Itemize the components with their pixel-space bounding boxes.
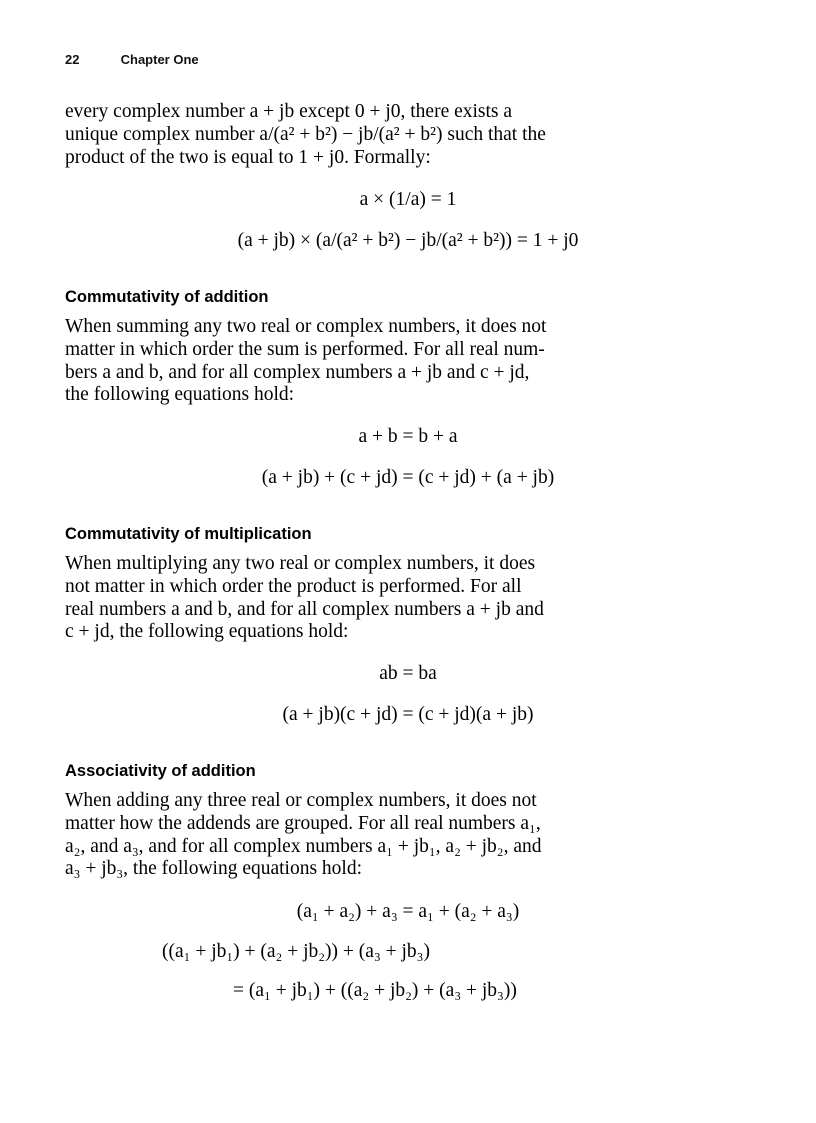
- paragraph-line: bers a and b, and for all complex numbers a + jb and c + jd,: [65, 361, 530, 383]
- associativity-addition-paragraph: [65, 790, 753, 881]
- paragraph-line: When summing any two real or complex numbers, it does not: [65, 316, 547, 337]
- section-heading-commutativity-addition: Commutativity of addition: [65, 288, 269, 306]
- commutativity-multiplication-paragraph: [65, 553, 753, 644]
- equation-inverse-real: a × (1/a) = 1: [359, 189, 457, 210]
- equation-commutativity-addition-real: a + b = b + a: [358, 426, 458, 447]
- equation-associativity-addition-complex-lhs: ((a₁ + jb₁) + (a₂ + jb₂)) + (a₃ + jb₃): [162, 941, 430, 962]
- paragraph-line: every complex number a + jb except 0 + j0, there exists a: [65, 101, 513, 122]
- paragraph-line: When multiplying any two real or complex numbers, it does: [65, 553, 536, 574]
- equation-commutativity-addition-complex: (a + jb) + (c + jd) = (c + jd) + (a + jb): [261, 467, 555, 488]
- paragraph-line: matter in which order the sum is performed. For all real num-: [65, 338, 545, 360]
- paragraph-line: matter how the addends are grouped. For all real numbers a₁,: [65, 812, 541, 834]
- commutativity-addition-paragraph: [65, 316, 753, 407]
- running-header: [65, 52, 199, 67]
- paragraph-line: c + jd, the following equations hold:: [65, 621, 349, 643]
- paragraph-line: the following equations hold:: [65, 384, 295, 406]
- paragraph-line: When adding any three real or complex numbers, it does not: [65, 790, 537, 811]
- equation-commutativity-multiplication-real: ab = ba: [379, 663, 437, 684]
- paragraph-line: real numbers a and b, and for all complex numbers a + jb and: [65, 598, 544, 620]
- equation-associativity-addition-complex-rhs: = (a₁ + jb₁) + ((a₂ + jb₂) + (a₃ + jb₃)): [233, 980, 517, 1001]
- paragraph-line: unique complex number a/(a² + b²) − jb/(a² + b²) such that the: [65, 123, 546, 145]
- paragraph-line: product of the two is equal to 1 + j0. Formally:: [65, 146, 431, 168]
- equation-associativity-addition-real: (a₁ + a₂) + a₃ = a₁ + (a₂ + a₃): [296, 901, 520, 922]
- page-number: 22: [65, 52, 80, 67]
- equation-inverse-complex: (a + jb) × (a/(a² + b²) − jb/(a² + b²)) = 1 + j0: [237, 230, 579, 251]
- chapter-title: Chapter One: [120, 52, 199, 67]
- paragraph-line: not matter in which order the product is performed. For all: [65, 575, 522, 597]
- equation-commutativity-multiplication-complex: (a + jb)(c + jd) = (c + jd)(a + jb): [282, 704, 534, 725]
- paragraph-line: a₂, and a₃, and for all complex numbers a₁ + jb₁, a₂ + jb₂, and: [65, 835, 542, 857]
- intro-paragraph: [65, 101, 753, 169]
- section-heading-commutativity-multiplication: Commutativity of multiplication: [65, 525, 312, 543]
- paragraph-line: a₃ + jb₃, the following equations hold:: [65, 858, 363, 880]
- section-heading-associativity-addition: Associativity of addition: [65, 762, 256, 780]
